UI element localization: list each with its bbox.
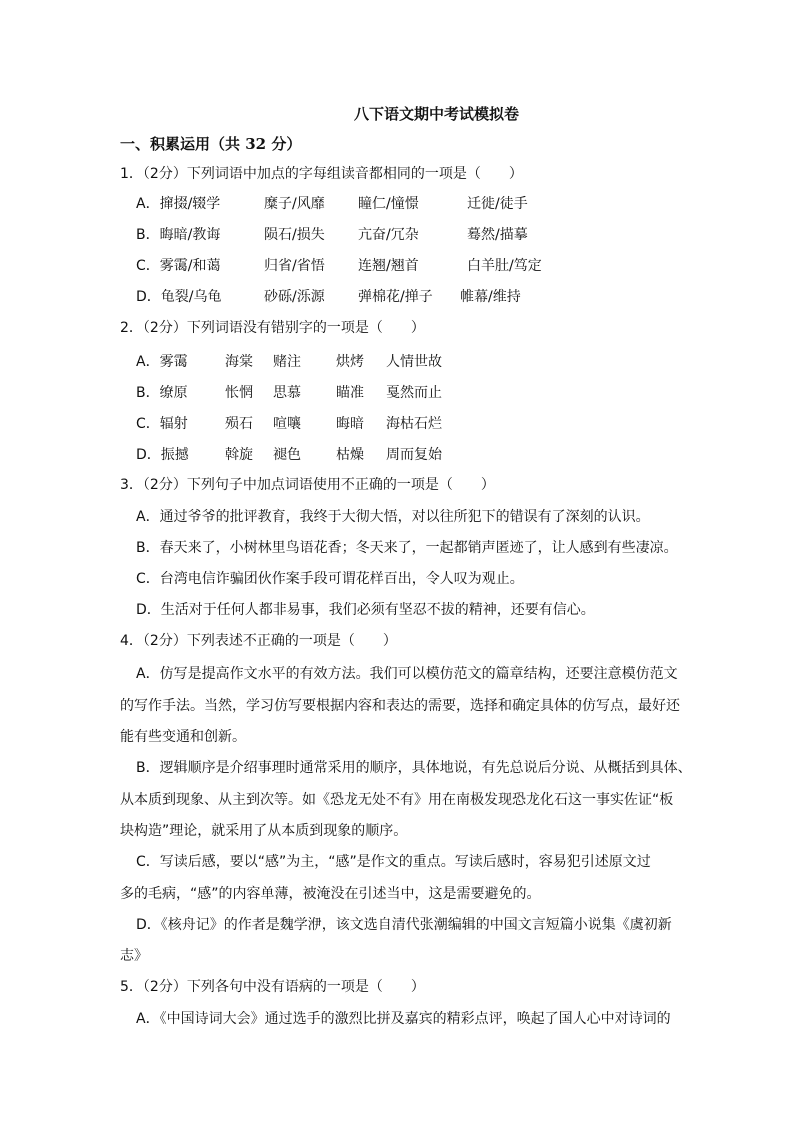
q4-option-b-line-3: 块构造”理论，就采用了从本质到现象的顺序。 <box>120 823 408 839</box>
q2-option-a-1: A．雾霭 <box>136 354 188 370</box>
q3-option-d: D．生活对于任何人都非易事，我们必须有坚忍不拔的精神，还要有信心。 <box>136 602 595 618</box>
q2-option-c-3: 喧嚷 <box>273 416 301 432</box>
q4-option-b-line-2: 从本质到现象、从主到次等。如《恐龙无处不有》用在南极发现恐龙化石这一事实佐证“板 <box>120 792 674 808</box>
q1-option-b-3: 亢奋/冗杂 <box>358 227 419 243</box>
q2-option-b-2: 怅惘 <box>225 385 253 401</box>
q2-option-b-4: 瞄准 <box>336 385 364 401</box>
q2-option-c-2: 殒石 <box>225 416 253 432</box>
q2-option-c-1: C．辐射 <box>136 416 188 432</box>
q2-option-a-2: 海棠 <box>225 354 253 370</box>
q3-option-b: B．春天来了，小树林里鸟语花香；冬天来了，一起都销声匿迹了，让人感到有些凄凉。 <box>136 540 678 556</box>
section-heading: 一、积累运用（共 32 分） <box>120 135 302 153</box>
q5-option-a-line-1: A．《中国诗词大会》通过选手的激烈比拼及嘉宾的精彩点评，唤起了国人心中对诗词的 <box>136 1011 671 1027</box>
q1-option-a-3: 瞳仁/憧憬 <box>358 196 419 212</box>
q2-option-b-3: 思慕 <box>273 385 301 401</box>
q4-option-a-line-1: A．仿写是提高作文水平的有效方法。我们可以模仿范文的篇章结构，还要注意模仿范文 <box>136 666 678 682</box>
q4-option-d-line-1: D．《核舟记》的作者是魏学洢，该文选自清代张潮编辑的中国文言短篇小说集《虞初新 <box>136 917 672 933</box>
q1-stem: 1．（2分）下列词语中加点的字每组读音都相同的一项是（ ） <box>120 166 523 182</box>
q1-option-a-2: 糜子/风靡 <box>264 196 325 212</box>
q2-option-b-1: B．缭原 <box>136 385 188 401</box>
q4-option-d-line-2: 志》 <box>120 948 148 964</box>
q1-option-d-3: 弹棉花/掸子 <box>358 289 433 305</box>
q2-option-d-5: 周而复始 <box>386 447 442 463</box>
q1-option-a-1: A．撺掇/辍学 <box>136 196 221 212</box>
q2-option-d-3: 褪色 <box>273 447 301 463</box>
q2-option-c-5: 海枯石烂 <box>386 416 442 432</box>
q2-option-a-4: 烘烤 <box>336 354 364 370</box>
q2-option-b-5: 戛然而止 <box>386 385 442 401</box>
q1-option-c-2: 归省/省悟 <box>264 258 325 274</box>
q2-option-d-2: 斡旋 <box>225 447 253 463</box>
q4-option-c-line-2: 多的毛病，“感”的内容单薄，被淹没在引述当中，这是需要避免的。 <box>120 886 541 902</box>
q1-option-d-4: 帷幕/维持 <box>460 289 521 305</box>
q4-stem: 4．（2分）下列表述不正确的一项是（ ） <box>120 633 397 649</box>
q4-option-c-line-1: C．写读后感，要以“感”为主，“感”是作文的重点。写读后感时，容易犯引述原文过 <box>136 854 651 870</box>
exam-title: 八下语文期中考试模拟卷 <box>353 105 519 123</box>
q1-option-c-3: 连翘/翘首 <box>358 258 419 274</box>
q3-stem: 3．（2分）下列句子中加点词语使用不正确的一项是（ ） <box>120 477 495 493</box>
q4-option-a-line-2: 的写作手法。当然，学习仿写要根据内容和表达的需要，选择和确定具体的仿写点，最好还 <box>120 698 680 714</box>
q1-option-b-2: 陨石/损失 <box>264 227 325 243</box>
q1-option-b-4: 蓦然/描摹 <box>467 227 528 243</box>
q4-option-b-line-1: B．逻辑顺序是介绍事理时通常采用的顺序，具体地说，有先总说后分说、从概括到具体、 <box>136 760 692 776</box>
q4-option-a-line-3: 能有些变通和创新。 <box>120 729 246 745</box>
q3-option-c: C．台湾电信诈骗团伙作案手段可谓花样百出，令人叹为观止。 <box>136 571 524 587</box>
q1-option-a-4: 迁徙/徒手 <box>467 196 528 212</box>
q1-option-c-4: 白羊肚/笃定 <box>467 258 542 274</box>
q2-option-a-5: 人情世故 <box>386 354 442 370</box>
q5-stem: 5．（2分）下列各句中没有语病的一项是（ ） <box>120 979 425 995</box>
q2-option-d-4: 枯燥 <box>336 447 364 463</box>
q2-stem: 2．（2分）下列词语没有错别字的一项是（ ） <box>120 320 425 336</box>
q1-option-b-1: B．晦暗/教诲 <box>136 227 221 243</box>
q1-option-d-1: D．龟裂/乌龟 <box>136 289 222 305</box>
q2-option-d-1: D．振撼 <box>136 447 189 463</box>
q2-option-c-4: 晦暗 <box>336 416 364 432</box>
q1-option-c-1: C．雾霭/和蔼 <box>136 258 221 274</box>
q1-option-d-2: 砂砾/泺源 <box>264 289 325 305</box>
q2-option-a-3: 赌注 <box>273 354 301 370</box>
q3-option-a: A．通过爷爷的批评教育，我终于大彻大悟，对以往所犯下的错误有了深刻的认识。 <box>136 509 650 525</box>
